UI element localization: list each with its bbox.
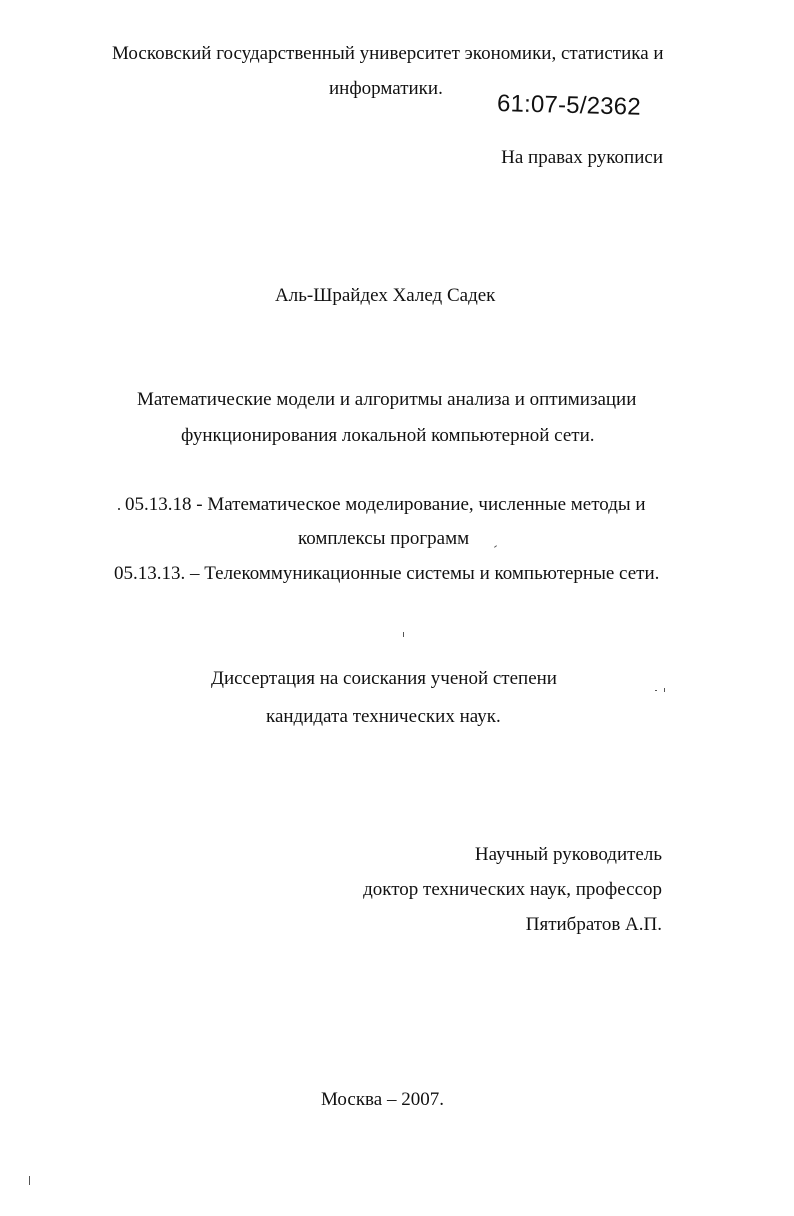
specialty-2: 05.13.13. – Телекоммуникационные системы и компьютерные сети. — [114, 563, 660, 584]
scan-speck — [664, 688, 665, 692]
city-year: Москва – 2007. — [321, 1089, 444, 1110]
scan-speck — [118, 508, 120, 510]
author-name: Аль-Шрайдех Халед Садек — [275, 285, 496, 306]
scan-speck — [494, 545, 497, 548]
supervisor-role: Научный руководитель — [474, 844, 662, 865]
university-name-line2: информатики. — [329, 78, 443, 99]
rights-note: На правах рукописи — [501, 147, 663, 168]
thesis-title-line1: Математические модели и алгоритмы анализа и оптимизации — [137, 389, 637, 410]
thesis-title-line2: функционирования локальной компьютерной сети. — [181, 425, 595, 446]
degree-line1: Диссертация на соискания ученой степени — [211, 668, 557, 689]
supervisor-degree: доктор технических наук, профессор — [363, 879, 662, 900]
specialty-1-line2: комплексы программ — [298, 528, 470, 549]
scan-speck — [655, 690, 657, 691]
degree-line2: кандидата технических наук. — [266, 706, 501, 727]
archive-stamp-code: 61:07-5/2362 — [496, 90, 642, 121]
scan-speck — [403, 632, 404, 637]
scan-speck — [29, 1176, 30, 1185]
university-name-line1: Московский государственный университет экономики, статистика и — [112, 43, 664, 64]
specialty-1-line1: 05.13.18 - Математическое моделирование, численные методы и — [125, 494, 646, 515]
supervisor-name: Пятибратов А.П. — [525, 914, 662, 935]
